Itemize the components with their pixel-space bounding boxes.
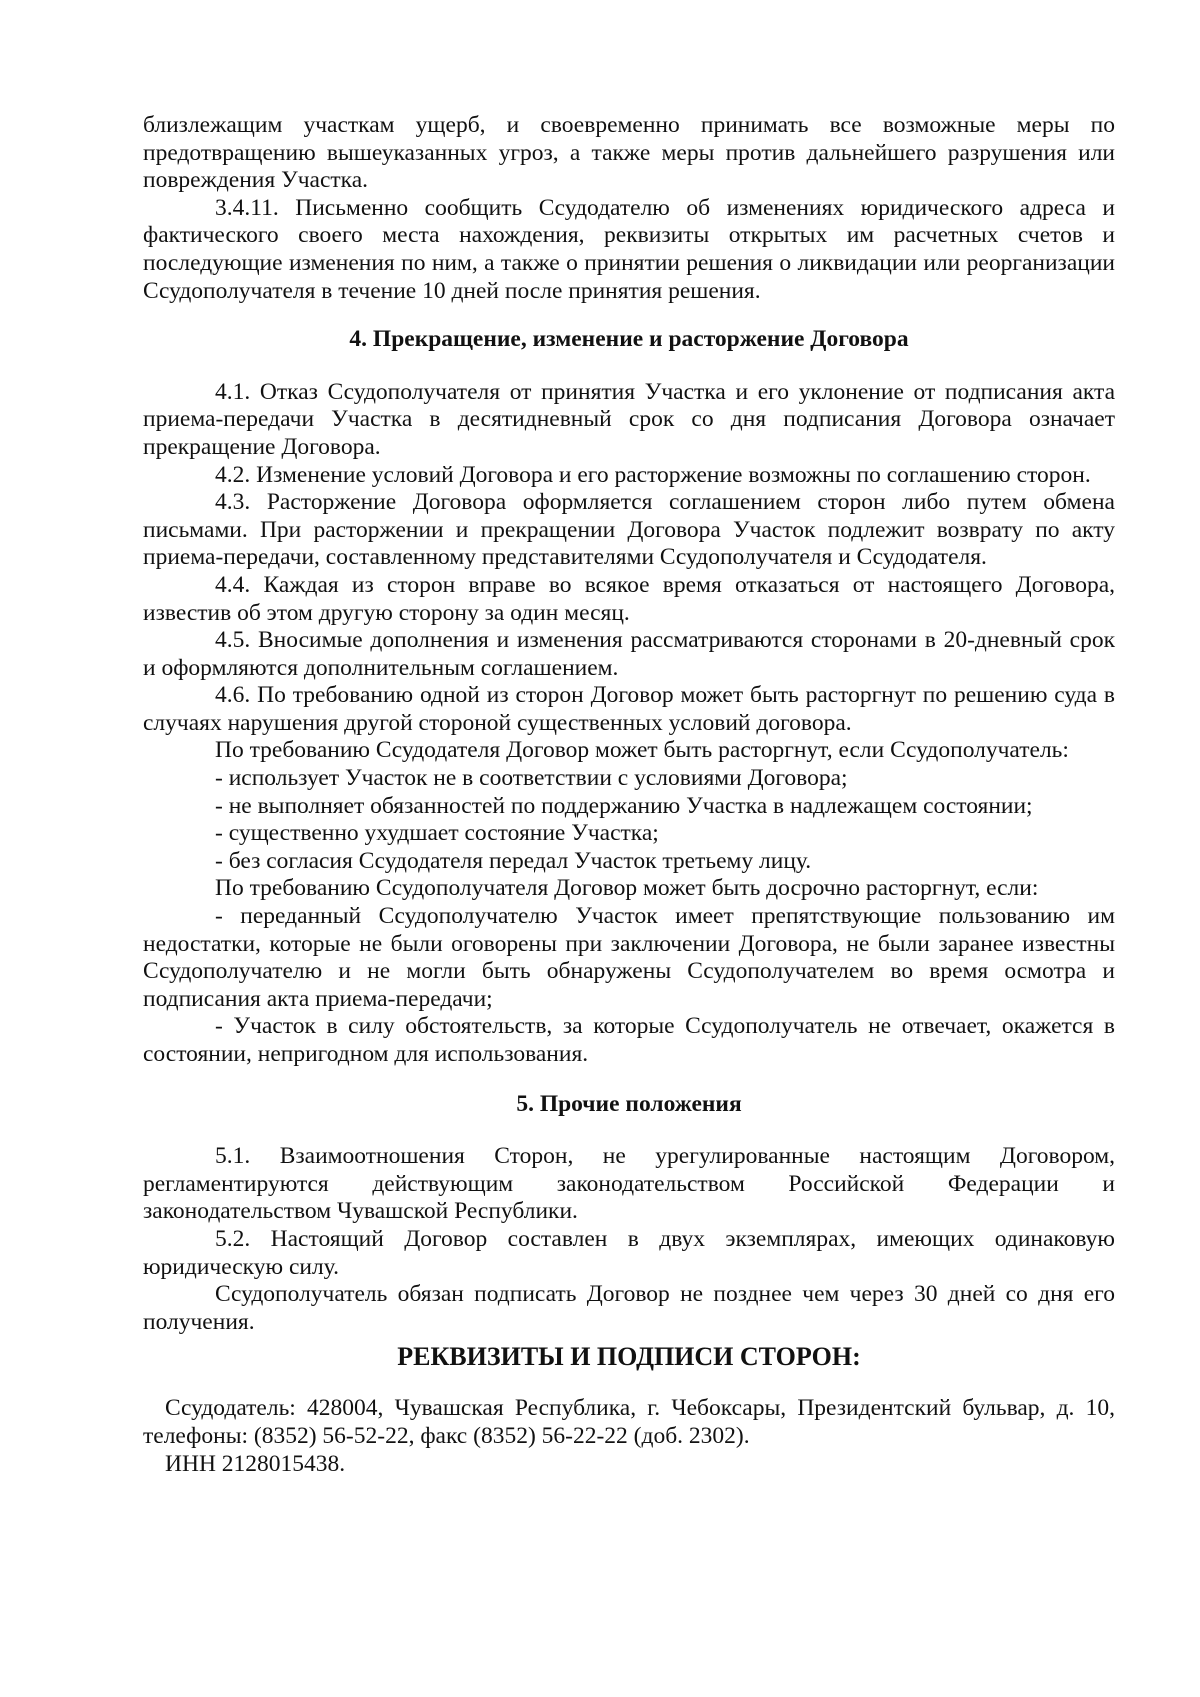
paragraph-4-1: 4.1. Отказ Ссудополучателя от принятия Участка и его уклонение от подписания акта приема-передачи Участка в десятидневный срок со дня подписания Договора означает прекращение Договора. <box>143 378 1115 460</box>
paragraph-4-5: 4.5. Вносимые дополнения и изменения рассматриваются сторонами в 20-дневный срок и оформляются дополнительным соглашением. <box>143 627 1115 681</box>
lender-demand-intro: По требованию Ссудодателя Договор может быть расторгнут, если Ссудополучатель: <box>215 737 1069 764</box>
lender-inn: ИНН 2128015438. <box>165 1450 346 1477</box>
paragraph-signing-obligation: Ссудополучатель обязан подписать Договор не позднее чем через 30 дней со дня его получения. <box>143 1281 1115 1335</box>
borrower-demand-item: - переданный Ссудополучателю Участок имеет препятствующие пользованию им недостатки, которые не были оговорены при заключении Договора, не были заранее известны Ссудополучателю и не могли быть обнаружены Ссудополучателем во время осмотра и подписания акта приема-передачи; <box>143 903 1115 1012</box>
paragraph-5-1: 5.1. Взаимоотношения Сторон, не урегулированные настоящим Договором, регламентируются действующим законодательством Российской Федерации и законодательством Чувашской Республики. <box>143 1143 1115 1225</box>
lender-demand-item: - не выполняет обязанностей по поддержанию Участка в надлежащем состоянии; <box>215 792 1033 819</box>
lender-demand-item: - существенно ухудшает состояние Участка; <box>215 820 659 847</box>
borrower-demand-intro: По требованию Ссудополучателя Договор может быть досрочно расторгнут, если: <box>215 875 1039 902</box>
paragraph-4-6: 4.6. По требованию одной из сторон Договор может быть расторгнут по решению суда в случаях нарушения другой стороной существенных условий договора. <box>143 682 1115 736</box>
section-4-title: 4. Прекращение, изменение и расторжение Договора <box>349 326 909 353</box>
document-page <box>143 112 1115 1478</box>
requisites-title: РЕКВИЗИТЫ И ПОДПИСИ СТОРОН: <box>397 1342 861 1372</box>
borrower-demand-item: - Участок в силу обстоятельств, за которые Ссудополучатель не отвечает, окажется в состоянии, непригодном для использования. <box>143 1013 1115 1067</box>
lender-demand-item: - без согласия Ссудодателя передал Участок третьему лицу. <box>215 847 812 874</box>
paragraph-5-2: 5.2. Настоящий Договор составлен в двух экземплярах, имеющих одинаковую юридическую силу. <box>143 1225 1115 1280</box>
lender-requisites: Ссудодатель: 428004, Чувашская Республика, г. Чебоксары, Президентский бульвар, д. 10, телефоны: (8352) 56-52-22, факс (8352) 56-22-22 (доб. 2302). <box>143 1395 1115 1449</box>
paragraph-4-3: 4.3. Расторжение Договора оформляется соглашением сторон либо путем обмена письмами. При расторжении и прекращении Договора Участок подлежит возврату по акту приема-передачи, составленному представителями Ссудополучателя и Ссудодателя. <box>143 489 1115 571</box>
paragraph-4-2: 4.2. Изменение условий Договора и его расторжение возможны по соглашению сторон. <box>215 461 1091 488</box>
section-5-title: 5. Прочие положения <box>516 1090 742 1117</box>
lender-demand-item: - использует Участок не в соответствии с условиями Договора; <box>215 765 848 792</box>
paragraph-continuation: близлежащим участкам ущерб, и своевременно принимать все возможные меры по предотвращению вышеуказанных угроз, а также меры против дальнейшего разрушения или повреждения Участка. <box>143 112 1115 194</box>
paragraph-4-4: 4.4. Каждая из сторон вправе во всякое время отказаться от настоящего Договора, известив об этом другую сторону за один месяц. <box>143 571 1115 626</box>
paragraph-3-4-11: 3.4.11. Письменно сообщить Ссудодателю об изменениях юридического адреса и фактического своего места нахождения, реквизиты открытых им расчетных счетов и последующие изменения по ним, а также о принятии решения о ликвидации или реорганизации Ссудополучателя в течение 10 дней после принятия решения. <box>143 194 1115 304</box>
